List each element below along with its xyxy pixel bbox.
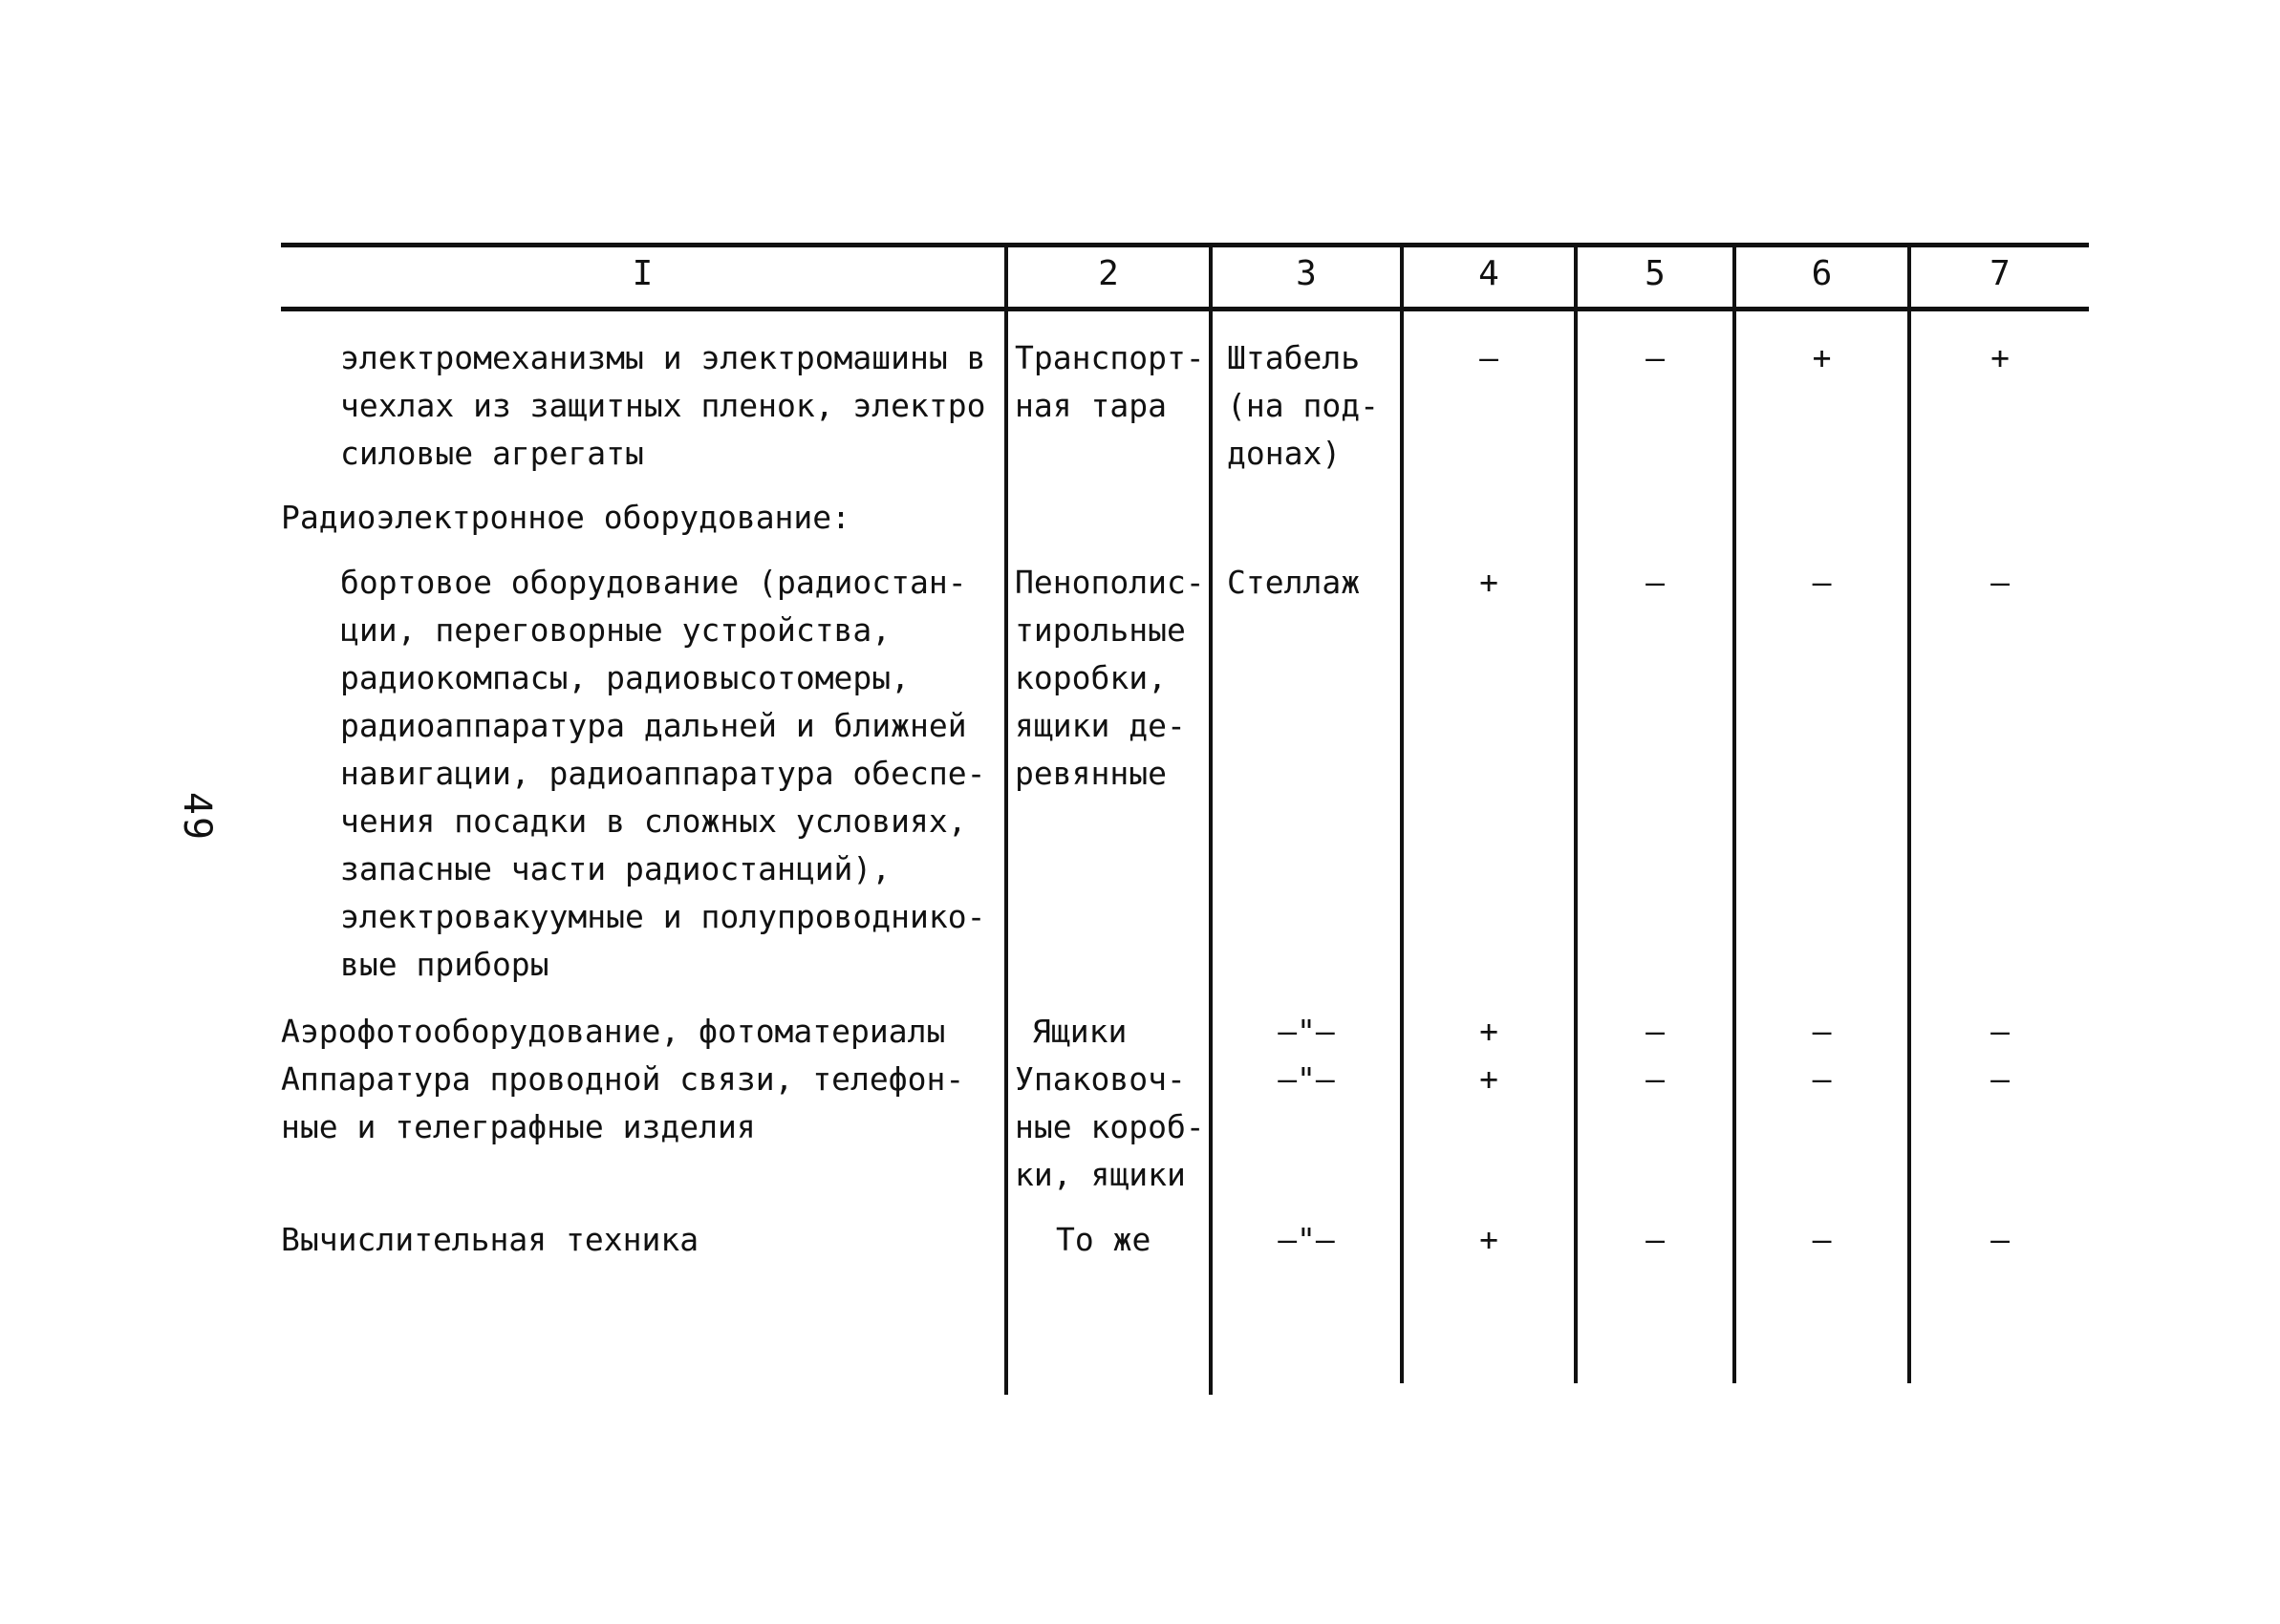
column-divider-3-4: [1400, 246, 1404, 1383]
row5-col2-line1: Упаковоч-: [1015, 1060, 1186, 1098]
column-divider-5-6: [1732, 246, 1736, 1383]
header-col-4: 4: [1478, 254, 1499, 293]
section-heading-radioelectronic: Радиоэлектронное оборудование:: [281, 499, 851, 536]
row6-col3-line1: –"–: [1278, 1221, 1335, 1258]
row3-col5-mark: –: [1645, 564, 1665, 601]
row3-col1-line6: чения посадки в сложных условиях,: [340, 802, 967, 840]
row6-col7-mark: –: [1990, 1221, 2010, 1258]
row4-col2-line1: Ящики: [1032, 1013, 1128, 1050]
row6-col6-mark: –: [1812, 1221, 1832, 1258]
row5-col2-line2: ные короб-: [1015, 1108, 1205, 1145]
row4-col6-mark: –: [1812, 1013, 1832, 1050]
page-number: 49: [175, 791, 220, 843]
row4-col5-mark: –: [1645, 1013, 1665, 1050]
row1-col3-line1: Штабель: [1227, 339, 1361, 376]
row3-col3-line1: Стеллаж: [1227, 564, 1361, 601]
row5-col2-line3: ки, ящики: [1015, 1156, 1186, 1193]
row3-col4-mark: +: [1479, 564, 1498, 601]
row5-col1-line2: ные и телеграфные изделия: [281, 1108, 756, 1145]
row5-col7-mark: –: [1990, 1060, 2010, 1098]
row3-col1-line3: радиокомпасы, радиовысотомеры,: [340, 659, 911, 696]
header-col-6: 6: [1811, 254, 1833, 293]
header-col-1: I: [632, 254, 654, 293]
row3-col6-mark: –: [1812, 564, 1832, 601]
row5-col3-line1: –"–: [1278, 1060, 1335, 1098]
column-divider-6-7: [1907, 246, 1911, 1383]
row3-col1-line8: электровакуумные и полупроводнико-: [340, 898, 986, 935]
row5-col1-line1: Аппаратура проводной связи, телефон-: [281, 1060, 965, 1098]
row3-col2-line5: ревянные: [1015, 755, 1167, 792]
row1-col3-line2: (на под-: [1227, 387, 1379, 424]
row3-col1-line7: запасные части радиостанций),: [340, 850, 892, 887]
row1-col1-line3: силовые агрегаты: [340, 435, 644, 472]
row6-col5-mark: –: [1645, 1221, 1665, 1258]
column-divider-4-5: [1574, 246, 1578, 1383]
table-top-rule: [281, 243, 2089, 247]
row6-col1-line1: Вычислительная техника: [281, 1221, 699, 1258]
row1-col6-mark: +: [1812, 339, 1832, 376]
row1-col1-line2: чехлах из защитных пленок, электро: [340, 387, 986, 424]
header-col-7: 7: [1990, 254, 2011, 293]
row1-col2-line2: ная тара: [1015, 387, 1167, 424]
header-col-5: 5: [1645, 254, 1666, 293]
row5-col4-mark: +: [1479, 1060, 1498, 1098]
row1-col4-mark: –: [1479, 339, 1498, 376]
row3-col1-line9: вые приборы: [340, 946, 549, 983]
row3-col2-line3: коробки,: [1015, 659, 1167, 696]
row3-col2-line2: тирольные: [1015, 611, 1186, 649]
row3-col1-line2: ции, переговорные устройства,: [340, 611, 892, 649]
row6-col2-line1: То же: [1056, 1221, 1151, 1258]
row1-col1-line1: электромеханизмы и электромашины в: [340, 339, 986, 376]
row3-col1-line5: навигации, радиоаппаратура обеспе-: [340, 755, 986, 792]
row1-col5-mark: –: [1645, 339, 1665, 376]
header-col-2: 2: [1098, 254, 1119, 293]
row4-col1-line1: Аэрофотооборудование, фотоматериалы: [281, 1013, 946, 1050]
row4-col3-line1: –"–: [1278, 1013, 1335, 1050]
row3-col2-line4: ящики де-: [1015, 707, 1186, 744]
table-header-rule: [281, 307, 2089, 311]
row1-col3-line3: донах): [1227, 435, 1342, 472]
row3-col1-line1: бортовое оборудование (радиостан-: [340, 564, 967, 601]
column-divider-1-2: [1004, 246, 1008, 1395]
row1-col2-line1: Транспорт-: [1015, 339, 1205, 376]
header-col-3: 3: [1296, 254, 1317, 293]
row1-col7-mark: +: [1990, 339, 2010, 376]
row5-col6-mark: –: [1812, 1060, 1832, 1098]
row4-col4-mark: +: [1479, 1013, 1498, 1050]
row4-col7-mark: –: [1990, 1013, 2010, 1050]
row5-col5-mark: –: [1645, 1060, 1665, 1098]
row3-col2-line1: Пенополис-: [1015, 564, 1205, 601]
row3-col7-mark: –: [1990, 564, 2010, 601]
row6-col4-mark: +: [1479, 1221, 1498, 1258]
row3-col1-line4: радиоаппаратура дальней и ближней: [340, 707, 967, 744]
